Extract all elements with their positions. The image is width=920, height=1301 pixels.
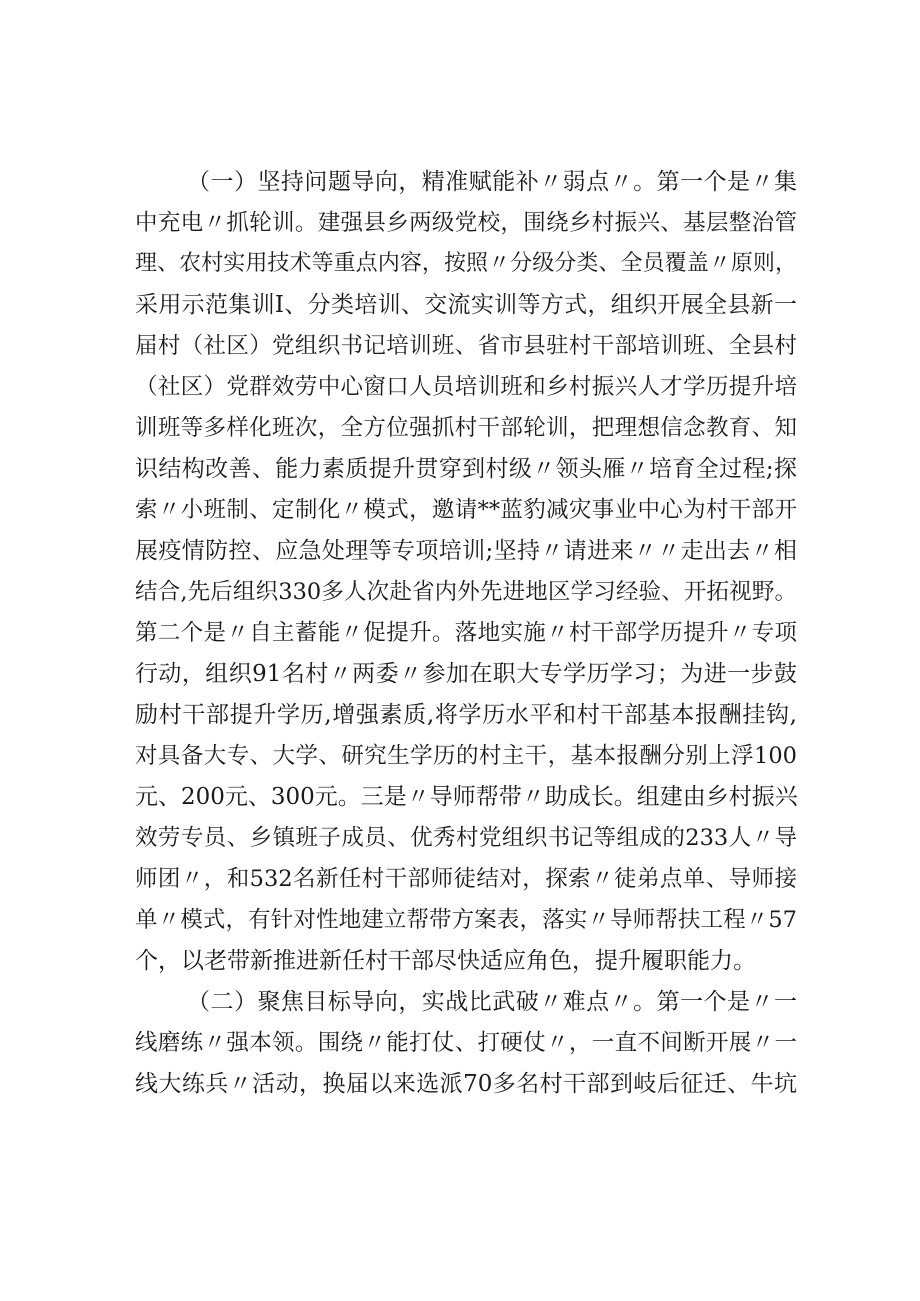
paragraph-1-line-15: 对具备大专、大学、研究生学历的村主干，基本报酬分别上浮100	[135, 743, 797, 769]
paragraph-1-line-18: 师团〃，和532名新任村干部师徒结对，探索〃徒弟点单、导师接	[135, 866, 797, 892]
paragraph-1-line-9: 索〃小班制、定制化〃模式，邀请**蓝豹减灾事业中心为村干部开	[135, 497, 797, 523]
paragraph-1-line-19: 单〃模式，有针对性地建立帮带方案表，落实〃导师帮扶工程〃57	[135, 907, 797, 933]
paragraph-1-line-12: 第二个是〃自主蓄能〃促提升。落地实施〃村干部学历提升〃专项	[135, 620, 797, 646]
paragraph-1-line-16: 元、200元、300元。三是〃导师帮带〃助成长。组建由乡村振兴	[135, 784, 798, 810]
paragraph-2-line-1: （二）聚焦目标导向，实战比武破〃难点〃。第一个是〃一	[187, 989, 797, 1015]
paragraph-1-line-6: （社区）党群效劳中心窗口人员培训班和乡村振兴人才学历提升培	[135, 374, 797, 400]
paragraph-1-line-3: 理、农村实用技术等重点内容，按照〃分级分类、全员覆盖〃原则，	[135, 251, 797, 276]
paragraph-1-line-11: 结合,先后组织330多人次赴省内外先进地区学习经验、开拓视野。	[135, 579, 797, 605]
paragraph-2-line-3: 线大练兵〃活动，换届以来选派70多名村干部到岐后征迁、牛坑	[135, 1071, 797, 1097]
paragraph-1-line-1: （一）坚持问题导向，精准赋能补〃弱点〃。第一个是〃集	[187, 169, 797, 195]
paragraph-1-line-13: 行动，组织91名村〃两委〃参加在职大专学历学习；为进一步鼓	[135, 661, 797, 687]
paragraph-1-line-17: 效劳专员、乡镇班子成员、优秀村党组织书记等组成的233人〃导	[135, 825, 797, 851]
paragraph-2-line-2: 线磨练〃强本领。围绕〃能打仗、打硬仗〃，一直不间断开展〃一	[135, 1030, 797, 1056]
paragraph-1-line-20: 个，以老带新推进新任村干部尽快适应角色，提升履职能力。	[135, 948, 756, 974]
paragraph-1-line-2: 中充电〃抓轮训。建强县乡两级党校，围绕乡村振兴、基层整治管	[135, 210, 797, 236]
paragraph-1-line-4: 采用示范集训I、分类培训、交流实训等方式，组织开展全县新一	[135, 292, 797, 318]
paragraph-1-line-8: 识结构改善、能力素质提升贯穿到村级〃领头雁〃培育全过程;探	[135, 456, 797, 482]
paragraph-1-line-14: 励村干部提升学历,增强素质,将学历水平和村干部基本报酬挂钩,	[135, 702, 797, 728]
paragraph-1-line-10: 展疫情防控、应急处理等专项培训;坚持〃请进来〃〃走出去〃相	[135, 538, 797, 564]
paragraph-1-line-5: 届村（社区）党组织书记培训班、省市县驻村干部培训班、全县村	[135, 333, 797, 359]
paragraph-1-line-7: 训班等多样化班次，全方位强抓村干部轮训，把理想信念教育、知	[135, 415, 797, 441]
